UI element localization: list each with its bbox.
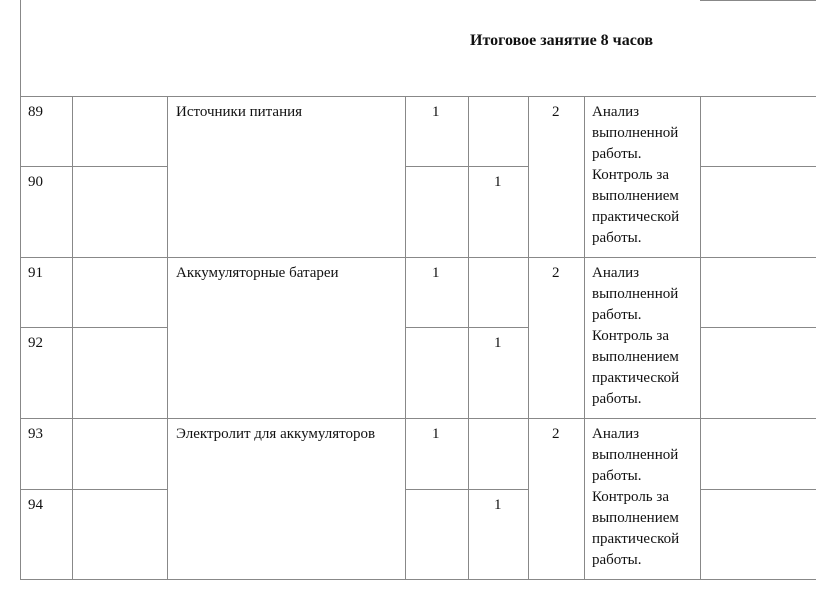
bottom-border <box>20 579 816 580</box>
row-94-number: 94 <box>28 497 43 513</box>
row-92-practice: 1 <box>494 335 502 351</box>
row-line-90-c <box>700 166 816 167</box>
row-line-94-c <box>700 489 816 490</box>
row-93-number: 93 <box>28 426 43 442</box>
col-line-3 <box>405 96 406 580</box>
row-92-number: 92 <box>28 335 43 351</box>
row-89-topic: Источники питания <box>176 104 303 120</box>
row-line-90-a <box>20 166 167 167</box>
row-93-control-form: Анализ выполненной работы. Контроль за выполнением практической работы. <box>592 426 680 568</box>
group-separator-1 <box>20 257 816 258</box>
col-line-1 <box>72 96 73 580</box>
row-91-number: 91 <box>28 265 43 281</box>
group-separator-2 <box>20 418 816 419</box>
row-line-94-b <box>405 489 528 490</box>
left-border <box>20 0 21 580</box>
header-bottom-border <box>20 96 816 97</box>
row-89-theory: 1 <box>432 104 440 120</box>
row-line-90-b <box>405 166 528 167</box>
section-title: Итоговое занятие 8 часов <box>470 32 654 49</box>
row-89-number: 89 <box>28 104 43 120</box>
row-91-total: 2 <box>552 265 560 281</box>
col-line-2 <box>167 96 168 580</box>
row-91-theory: 1 <box>432 265 440 281</box>
row-line-94-a <box>20 489 167 490</box>
row-line-92-a <box>20 327 167 328</box>
row-91-topic: Аккумуляторные батареи <box>176 265 339 281</box>
col-line-5 <box>528 96 529 580</box>
row-90-practice: 1 <box>494 174 502 190</box>
row-93-topic: Электролит для аккумуляторов <box>176 426 376 442</box>
row-93-total: 2 <box>552 426 560 442</box>
col-line-6 <box>584 96 585 580</box>
row-line-92-c <box>700 327 816 328</box>
top-border-right <box>700 0 816 1</box>
row-line-92-b <box>405 327 528 328</box>
row-91-control-form: Анализ выполненной работы. Контроль за выполнением практической работы. <box>592 265 680 407</box>
row-94-practice: 1 <box>494 497 502 513</box>
row-93-theory: 1 <box>432 426 440 442</box>
row-90-number: 90 <box>28 174 43 190</box>
col-line-4 <box>468 96 469 580</box>
row-89-control-form: Анализ выполненной работы. Контроль за выполнением практической работы. <box>592 104 680 246</box>
row-89-total: 2 <box>552 104 560 120</box>
